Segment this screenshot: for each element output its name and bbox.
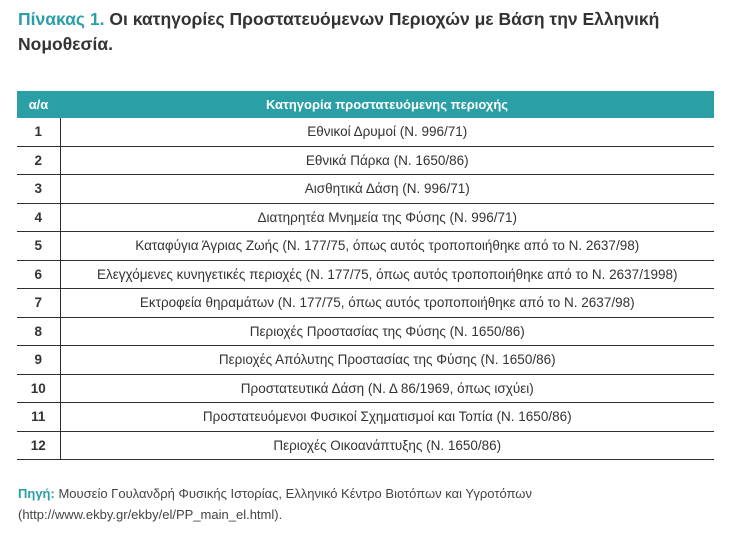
row-category: Καταφύγια Άγριας Ζωής (Ν. 177/75, όπως αυτός τροποποιήθηκε από το Ν. 2637/98) — [60, 232, 714, 261]
table-row — [17, 175, 714, 204]
table-row — [17, 146, 714, 175]
table-row — [17, 289, 714, 318]
row-category: Εθνικά Πάρκα (Ν. 1650/86) — [60, 146, 714, 175]
row-number: 12 — [17, 431, 60, 460]
row-number: 8 — [17, 317, 60, 346]
source-text: Μουσείο Γουλανδρή Φυσικής Ιστορίας, Ελληνικό Κέντρο Βιοτόπων και Υγροτόπων (http://www.ekby.gr/ekby/el/PP_main_el.html). — [18, 486, 532, 522]
row-category: Διατηρητέα Μνημεία της Φύσης (Ν. 996/71) — [60, 203, 714, 232]
row-number: 3 — [17, 175, 60, 204]
protected-areas-table — [17, 91, 714, 460]
row-category: Περιοχές Οικοανάπτυξης (Ν. 1650/86) — [60, 431, 714, 460]
row-category: Προστατευτικά Δάση (Ν. Δ 86/1969, όπως ισχύει) — [60, 374, 714, 403]
row-category: Εθνικοί Δρυμοί (Ν. 996/71) — [60, 118, 714, 146]
row-category: Εκτροφεία θηραμάτων (Ν. 177/75, όπως αυτός τροποποιήθηκε από το Ν. 2637/98) — [60, 289, 714, 318]
table-caption-text: Οι κατηγορίες Προστατευόμενων Περιοχών με Βάση την Ελληνική Νομοθεσία. — [18, 9, 660, 54]
row-category: Προστατευόμενοι Φυσικοί Σχηματισμοί και Τοπία (Ν. 1650/86) — [60, 403, 714, 432]
source-label: Πηγή: — [18, 486, 55, 501]
row-number: 1 — [17, 118, 60, 146]
table-row — [17, 118, 714, 146]
row-category: Αισθητικά Δάση (Ν. 996/71) — [60, 175, 714, 204]
row-category: Περιοχές Απόλυτης Προστασίας της Φύσης (Ν. 1650/86) — [60, 346, 714, 375]
table-caption-number: Πίνακας 1. — [18, 9, 105, 29]
table-row — [17, 431, 714, 460]
row-number: 4 — [17, 203, 60, 232]
row-number: 11 — [17, 403, 60, 432]
header-serial-number: α/α — [17, 91, 60, 118]
table-body — [17, 118, 714, 460]
table-row — [17, 403, 714, 432]
row-number: 10 — [17, 374, 60, 403]
source-note — [18, 483, 723, 525]
row-number: 2 — [17, 146, 60, 175]
table-row — [17, 203, 714, 232]
table-caption — [18, 7, 723, 57]
row-category: Περιοχές Προστασίας της Φύσης (Ν. 1650/86) — [60, 317, 714, 346]
table-header-row — [17, 91, 714, 118]
header-category: Κατηγορία προστατευόμενης περιοχής — [60, 91, 714, 118]
row-number: 7 — [17, 289, 60, 318]
table-row — [17, 232, 714, 261]
row-number: 5 — [17, 232, 60, 261]
table-row — [17, 374, 714, 403]
table-row — [17, 317, 714, 346]
row-number: 9 — [17, 346, 60, 375]
row-category: Ελεγχόμενες κυνηγετικές περιοχές (Ν. 177/75, όπως αυτός τροποποιήθηκε από το Ν. 2637/1998) — [60, 260, 714, 289]
row-number: 6 — [17, 260, 60, 289]
table-row — [17, 346, 714, 375]
table-row — [17, 260, 714, 289]
